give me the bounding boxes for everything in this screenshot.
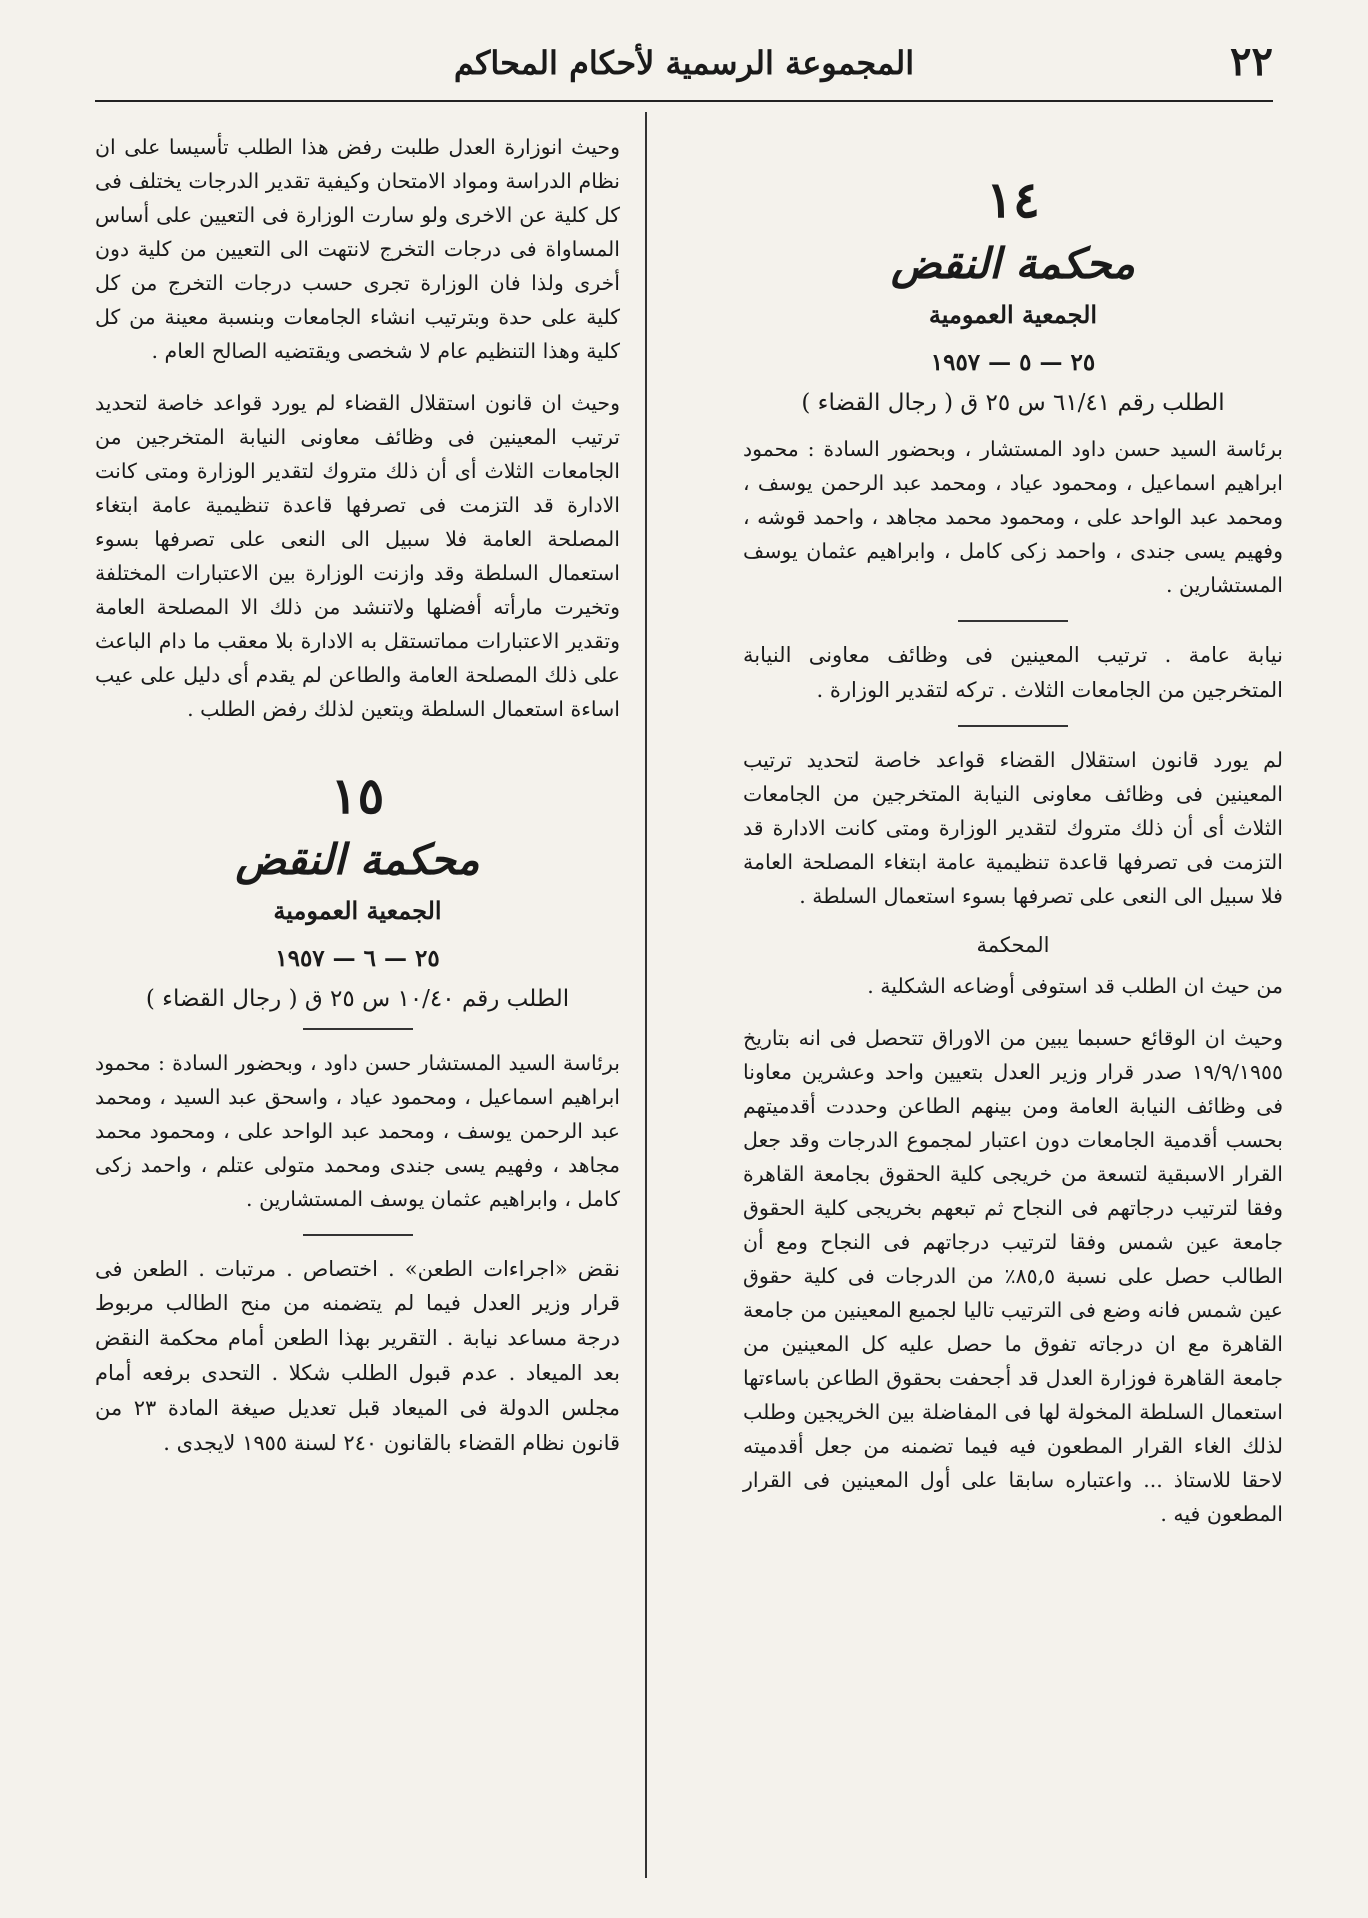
journal-title: المجموعة الرسمية لأحكام المحاكم	[453, 44, 915, 82]
case-15-keywords: نقض «اجراءات الطعن» . اختصاص . مرتبات . الطعن فى قرار وزير العدل فيما لم يتضمنه من منح الطالب مربوط درجة مساعد نيابة . التقرير بهذا الطعن أمام محكمة النقض بعد الميعاد . عدم قبول الطلب شكلا . التحدى برفعه أمام مجلس الدولة فى الميعاد قبل تعديل صيغة المادة ٢٣ من قانون نظام القضاء بالقانون ٢٤٠ لسنة ١٩٥٥ لايجدى .	[95, 1256, 620, 1455]
case-15-court: محكمة النقض	[235, 835, 480, 885]
separator-rule	[303, 1028, 413, 1030]
case-15-number: ١٥	[330, 766, 385, 826]
right-column	[743, 130, 1283, 1549]
separator-rule	[303, 1234, 413, 1236]
court-heading: المحكمة	[976, 933, 1050, 958]
case-14-number: ١٤	[986, 170, 1040, 229]
case-14-para-2: وحيث ان الوقائع حسبما يبين من الاوراق تتحصل فى انه بتاريخ ١٩/٩/١٩٥٥ صدر قرار وزير العدل بتعيين واحد وعشرين معاونا فى وظائف النيابة العامة ومن بينهم الطاعن وحددت أقدميتهم بحسب أقدمية الجامعات دون اعتبار لمجموع الدرجات وقد جعل القرار الاسبقية لتسعة من خريجى كلية الحقوق بجامعة القاهرة وفقا لترتيب درجاتهم فى النجاح ثم تبعهم بخريجى كلية الحقوق جامعة عين شمس وفقا لترتيب درجاتهم فى النجاح ومع أن الطالب حصل على نسبة ٨٥,٥٪ من الدرجات فى كلية حقوق عين شمس فانه وضع فى الترتيب تاليا لجميع المعينين من جامعة القاهرة مع ان درجاته تفوق ما حصل عليه كل المعينين من جامعة القاهرة فوزارة العدل قد أجحفت بحقوق الطاعن باساءتها استعمال السلطة المخولة لها فى المفاضلة بين الخريجين وطلب لذلك الغاء القرار المطعون فيه فيما تضمنه من جعل أقدميته لاحقا للاستاذ ... واعتباره سابقا على أول المعينين فى القرار المطعون فيه .	[743, 1026, 1283, 1527]
case-14-para-3: وحيث انوزارة العدل طلبت رفض هذا الطلب تأسيسا على ان نظام الدراسة ومواد الامتحان وكيفية تقدير الدرجات يختلف فى كل كلية عن الاخرى ولو سارت الوزارة فى التعيين على أساس المساواة فى درجات التخرج لانتهت الى التعيين من كلية دون أخرى ولذا فان الوزارة تجرى حسب درجات التخرج من كل كلية على حدة وبترتيب انشاء الجامعات وبنسبة معينة من كل كلية وهذا التنظيم عام لا شخصى ويقتضيه الصالح العام .	[95, 135, 620, 364]
separator-rule	[958, 620, 1068, 622]
left-column	[95, 130, 620, 1479]
case-14-para-4: وحيث ان قانون استقلال القضاء لم يورد قواعد خاصة لتحديد ترتيب المعينين فى وظائف معاونى النيابة المتخرجين من الجامعات الثلاث أى أن ذلك متروك لتقدير الوزارة ومتى كانت الادارة قد التزمت فى تصرفها قاعدة تنظيمية عامة ابتغاء المصلحة العامة فلا سبيل الى النعى على تصرفها بسوء استعمال السلطة وقد وازنت الوزارة بين الاعتبارات المختلفة وتخيرت مارأته أفضلها ولاتنشد من ذلك الا المصلحة العامة وتقدير الاعتبارات مماتستقل به الادارة بلا معقب ما دام الباعث على ذلك المصلحة العامة والطاعن لم يقدم أى دليل على عيب اساءة استعمال السلطة ويتعين لذلك رفض الطلب .	[95, 391, 620, 722]
case-14-bench: برئاسة السيد حسن داود المستشار ، وبحضور السادة : محمود ابراهيم اسماعيل ، ومحمود عياد ، ومحمد عبد الرحمن يوسف ، ومحمد عبد الواحد على ، ومحمود محمد مجاهد ، واحمد قوشه ، وفهيم يسى جندى ، واحمد زكى كامل ، وابراهيم عثمان يوسف المستشارين .	[743, 437, 1283, 598]
page-header	[95, 36, 1273, 102]
case-15-bench: برئاسة السيد المستشار حسن داود ، وبحضور السادة : محمود ابراهيم اسماعيل ، ومحمود عياد ، واسحق عبد السيد ، ومحمد عبد الرحمن يوسف ، ومحمد عبد الواحد على ، ومحمود محمد مجاهد ، وفهيم يسى جندى ومحمد متولى عتلم ، واحمد زكى كامل ، وابراهيم عثمان يوسف المستشارين .	[95, 1050, 620, 1211]
page-number: ٢٢	[1230, 38, 1273, 85]
separator-rule	[958, 725, 1068, 727]
column-divider	[645, 112, 647, 1878]
case-14-keywords: نيابة عامة . ترتيب المعينين فى وظائف معاونى النيابة المتخرجين من الجامعات الثلاث . تركه لتقدير الوزارة .	[743, 642, 1283, 702]
case-14-principle: لم يورد قانون استقلال القضاء قواعد خاصة لتحديد ترتيب المعينين فى وظائف معاونى النيابة المتخرجين من الجامعات الثلاث أى أن ذلك متروك لتقدير الوزارة ومتى كانت الادارة قد التزمت فى تصرفها قاعدة تنظيمية عامة ابتغاء المصلحة العامة فلا سبيل الى النعى على تصرفها بسوء استعمال السلطة .	[743, 747, 1283, 909]
case-14-para-1: من حيث ان الطلب قد استوفى أوضاعه الشكلية .	[867, 974, 1283, 999]
case-14-request: الطلب رقم ٦١/٤١ س ٢٥ ق ( رجال القضاء )	[801, 390, 1225, 416]
case-15-request: الطلب رقم ١٠/٤٠ س ٢٥ ق ( رجال القضاء )	[145, 986, 570, 1013]
case-14-date: ٢٥ — ٥ — ١٩٥٧	[930, 349, 1096, 376]
case-14-court: محكمة النقض	[890, 239, 1136, 288]
case-15-chamber: الجمعية العمومية	[273, 896, 442, 926]
case-15-date: ٢٥ — ٦ — ١٩٥٧	[275, 945, 440, 973]
case-14-chamber: الجمعية العمومية	[928, 300, 1098, 329]
